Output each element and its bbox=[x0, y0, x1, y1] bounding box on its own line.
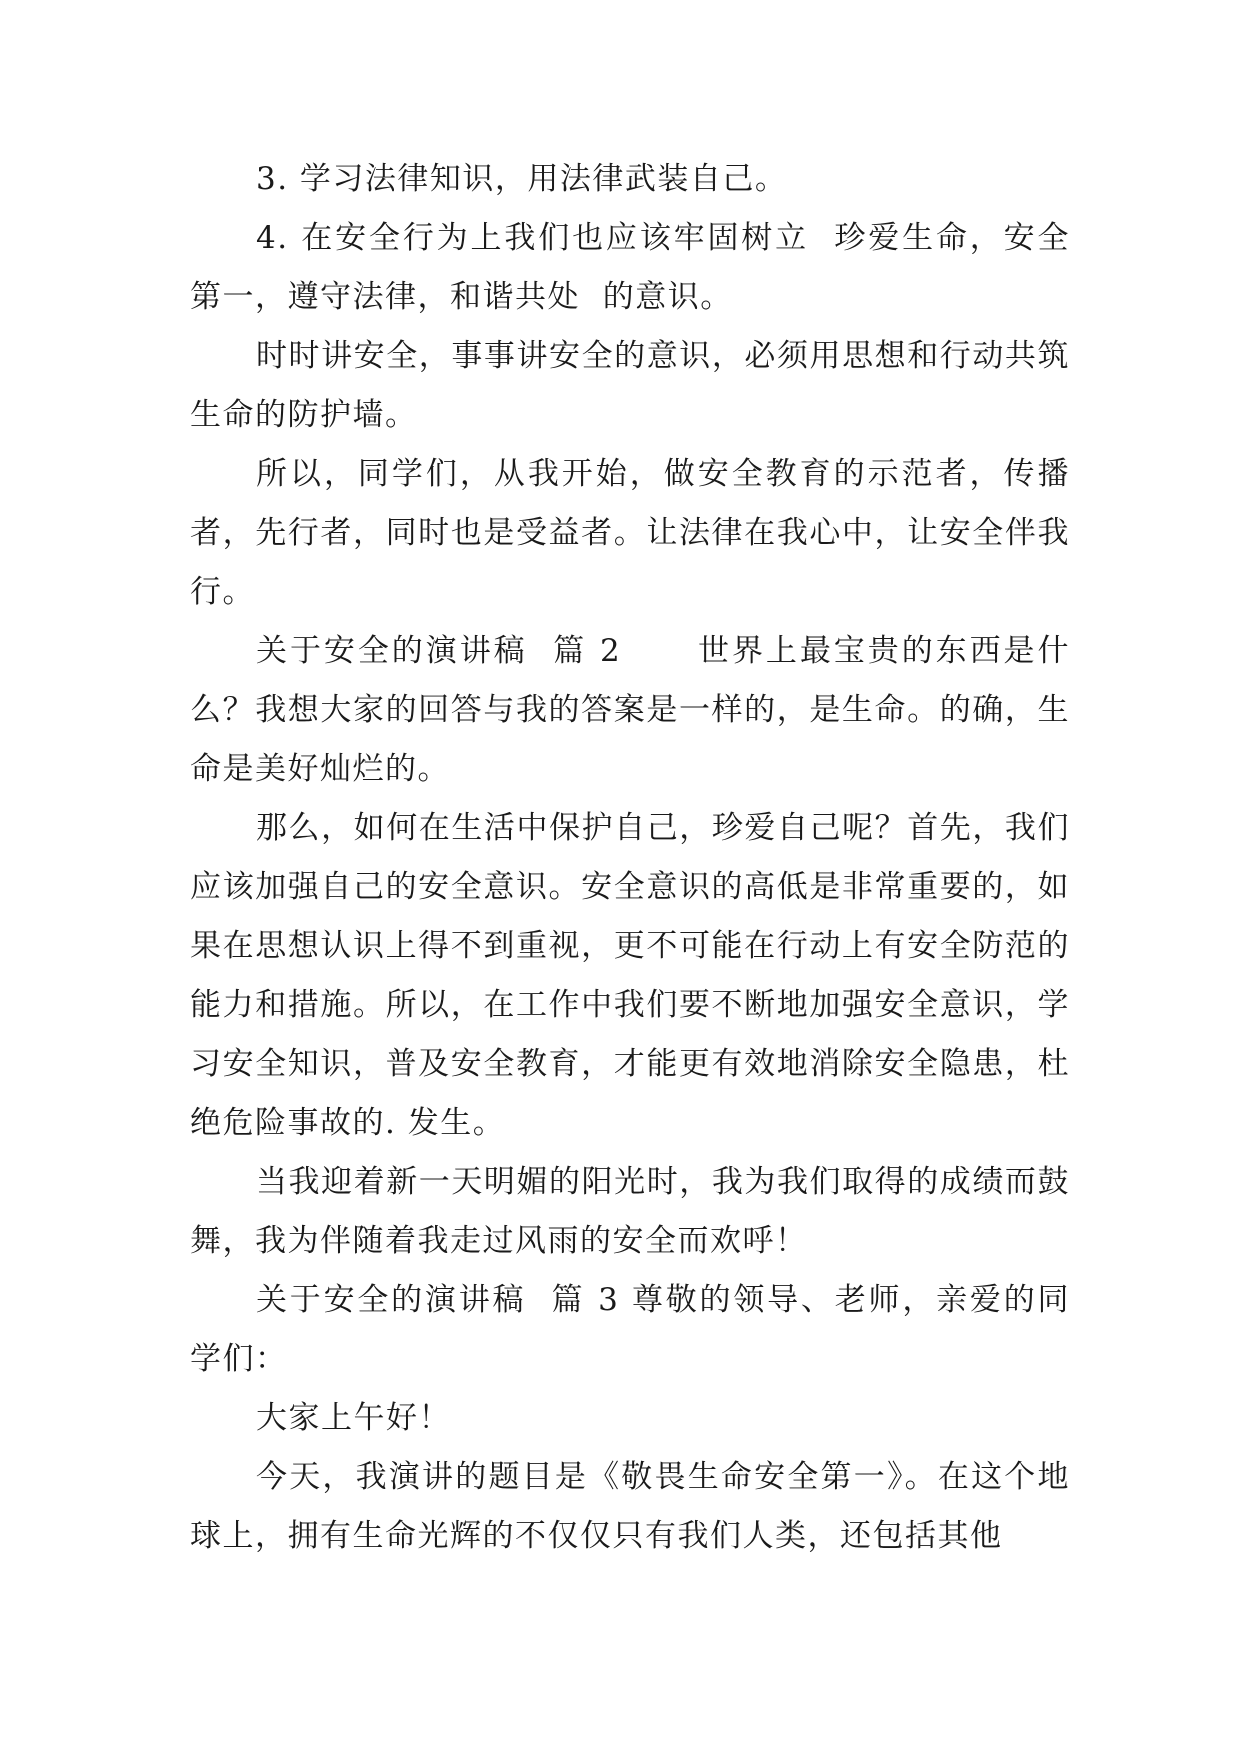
section-heading-paragraph: 关于安全的演讲稿 篇 2 世界上最宝贵的东西是什么？我想大家的回答与我的答案是一样的，是生命。的确，生命是美好灿烂的。 bbox=[190, 633, 1070, 787]
paragraph: 时时讲安全，事事讲安全的意识，必须用思想和行动共筑生命的防护墙。 bbox=[190, 338, 1070, 433]
paragraph: 所以，同学们，从我开始，做安全教育的示范者，传播者，先行者，同时也是受益者。让法律在我心中，让安全伴我行。 bbox=[190, 456, 1070, 610]
paragraph: 3. 学习法律知识，用法律武装自己。 bbox=[256, 161, 788, 197]
paragraph: 今天，我演讲的题目是《敬畏生命安全第一》。在这个地球上，拥有生命光辉的不仅仅只有我们人类，还包括其他 bbox=[190, 1459, 1070, 1554]
paragraph: 4. 在安全行为上我们也应该牢固树立 珍爱生命，安全第一，遵守法律，和谐共处 的意识。 bbox=[190, 220, 1070, 315]
greeting-paragraph: 大家上午好！ bbox=[256, 1400, 451, 1436]
section-heading-paragraph: 关于安全的演讲稿 篇 3 尊敬的领导、老师，亲爱的同学们： bbox=[190, 1282, 1070, 1377]
paragraph: 当我迎着新一天明媚的阳光时，我为我们取得的成绩而鼓舞，我为伴随着我走过风雨的安全而欢呼！ bbox=[190, 1164, 1070, 1259]
paragraph: 那么，如何在生活中保护自己，珍爱自己呢？首先，我们应该加强自己的安全意识。安全意识的高低是非常重要的，如果在思想认识上得不到重视，更不可能在行动上有安全防范的能力和措施。所以，在工作中我们要不断地加强安全意识，学习安全知识，普及安全教育，才能更有效地消除安全隐患，杜绝危险事故的. 发生。 bbox=[190, 810, 1070, 1141]
document-body bbox=[190, 150, 1070, 1566]
